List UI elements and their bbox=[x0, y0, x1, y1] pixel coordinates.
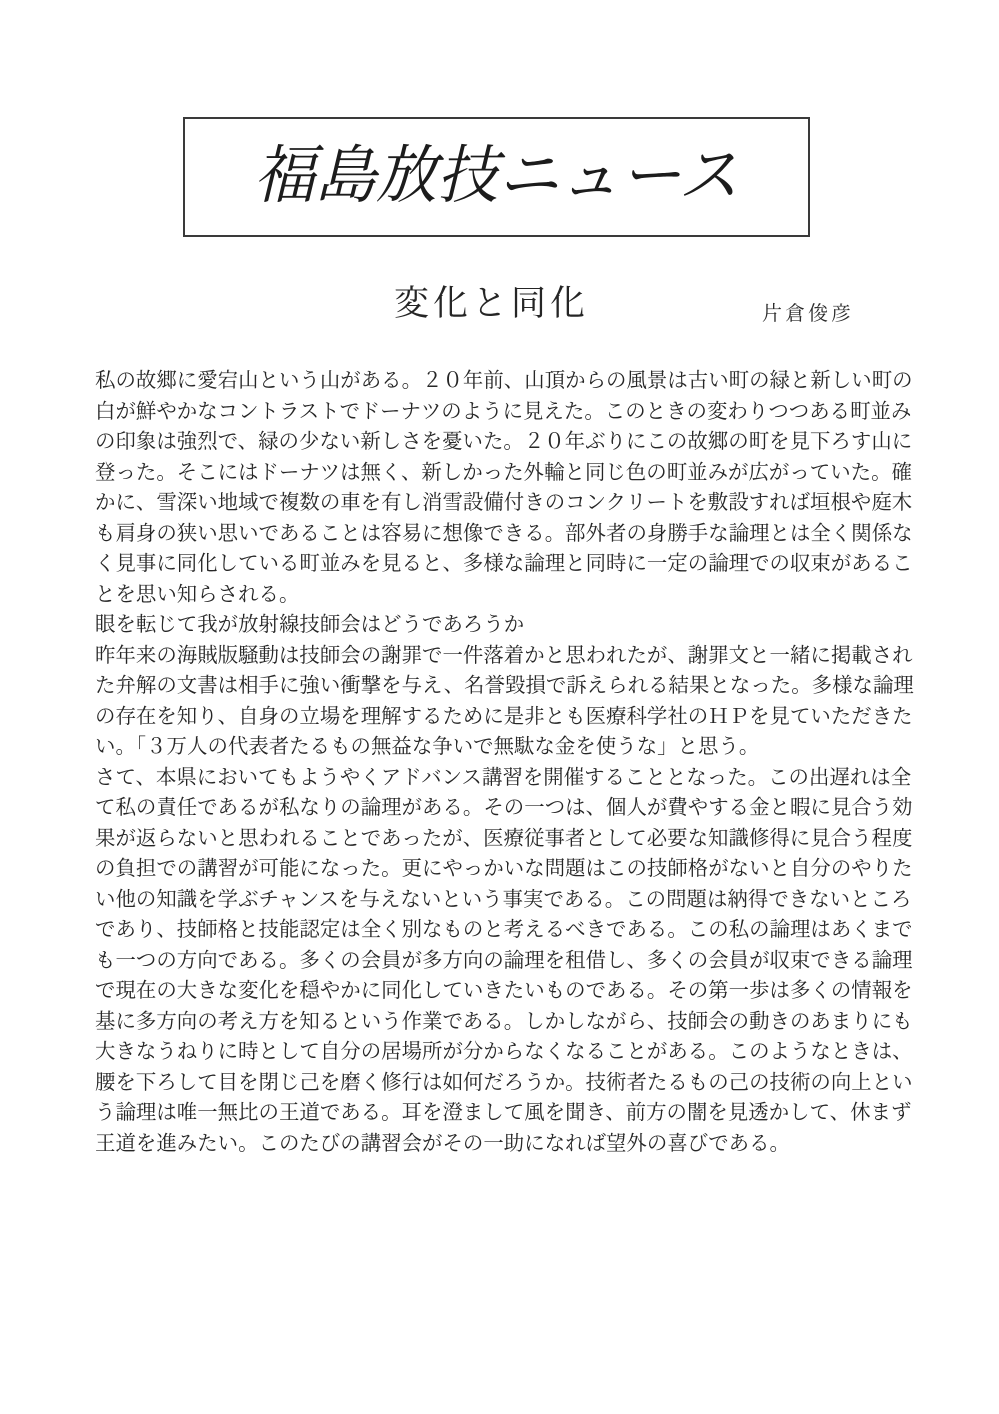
body-line: 昨年来の海賊版騒動は技師会の謝罪で一件落着かと思われたが、謝罪文と一緒に掲載され bbox=[95, 644, 913, 667]
body-line: 眼を転じて我が放射線技師会はどうであろうか bbox=[95, 614, 525, 636]
body-line: 王道を進みたい。このたびの講習会がその一助になれば望外の喜びである。 bbox=[95, 1132, 790, 1155]
masthead-box bbox=[183, 117, 810, 237]
body-line: も肩身の狭い思いであることは容易に想像できる。部外者の身勝手な論理とは全く関係な bbox=[95, 522, 913, 545]
article-author: 片倉俊彦 bbox=[762, 303, 854, 325]
body-line: とを思い知らされる。 bbox=[95, 583, 300, 606]
body-line: で現在の大きな変化を穏やかに同化していきたいものである。その第一歩は多くの情報を bbox=[95, 980, 913, 1002]
body-line: の存在を知り、自身の立場を理解するために是非とも医療科学社のＨＰを見ていただきた bbox=[95, 705, 913, 728]
body-line: 果が返らないと思われることであったが、医療従事者として必要な知識修得に見合う程度 bbox=[95, 827, 913, 850]
masthead-title: 福島放技ニュース bbox=[254, 141, 739, 212]
article-title: 変化と同化 bbox=[394, 284, 590, 323]
body-line: であり、技師格と技能認定は全く別なものと考えるべきである。この私の論理はあくまで bbox=[95, 919, 913, 941]
body-line: も一つの方向である。多くの会員が多方向の論理を租借し、多くの会員が収束できる論理 bbox=[95, 949, 913, 972]
body-line: て私の責任であるが私なりの論理がある。その一つは、個人が費やする金と暇に見合う効 bbox=[95, 797, 913, 819]
body-line: う論理は唯一無比の王道である。耳を澄まして風を聞き、前方の闇を見透かして、休まず bbox=[95, 1102, 912, 1124]
body-line: かに、雪深い地域で複数の車を有し消雪設備付きのコンクリートを敷設すれば垣根や庭木 bbox=[95, 492, 913, 514]
body-line: 私の故郷に愛宕山という山がある。２０年前、山頂からの風景は古い町の緑と新しい町の bbox=[95, 370, 913, 392]
body-line: い。「３万人の代表者たるもの無益な争いで無駄な金を使うな」と思う。 bbox=[95, 736, 760, 758]
body-line: さて、本県においてもようやくアドバンス講習を開催することとなった。この出遅れは全 bbox=[95, 766, 912, 789]
body-line: た弁解の文書は相手に強い衝撃を与え、名誉毀損で訴えられる結果となった。多様な論理 bbox=[95, 675, 914, 697]
article-body bbox=[95, 366, 915, 1159]
body-line: い他の知識を学ぶチャンスを与えないという事実である。この問題は納得できないところ bbox=[95, 888, 912, 911]
body-line: 白が鮮やかなコントラストでドーナツのように見えた。このときの変わりつつある町並み bbox=[95, 400, 912, 423]
body-line: 基に多方向の考え方を知るという作業である。しかしながら、技師会の動きのあまりにも bbox=[95, 1010, 913, 1033]
body-line: の負担での講習が可能になった。更にやっかいな問題はこの技師格がないと自分のやりた bbox=[95, 858, 913, 880]
body-line: 登った。そこにはドーナツは無く、新しかった外輪と同じ色の町並みが広がっていた。確 bbox=[95, 461, 913, 484]
body-line: 腰を下ろして目を閉じ己を磨く修行は如何だろうか。技術者たるもの己の技術の向上とい bbox=[95, 1071, 913, 1094]
body-line: の印象は強烈で、緑の少ない新しさを憂いた。２０年ぶりにこの故郷の町を見下ろす山に bbox=[95, 431, 913, 453]
body-line: 大きなうねりに時として自分の居場所が分からなくなることがある。このようなときは、 bbox=[95, 1041, 913, 1063]
body-line: く見事に同化している町並みを見ると、多様な論理と同時に一定の論理での収束があるこ bbox=[95, 553, 913, 575]
